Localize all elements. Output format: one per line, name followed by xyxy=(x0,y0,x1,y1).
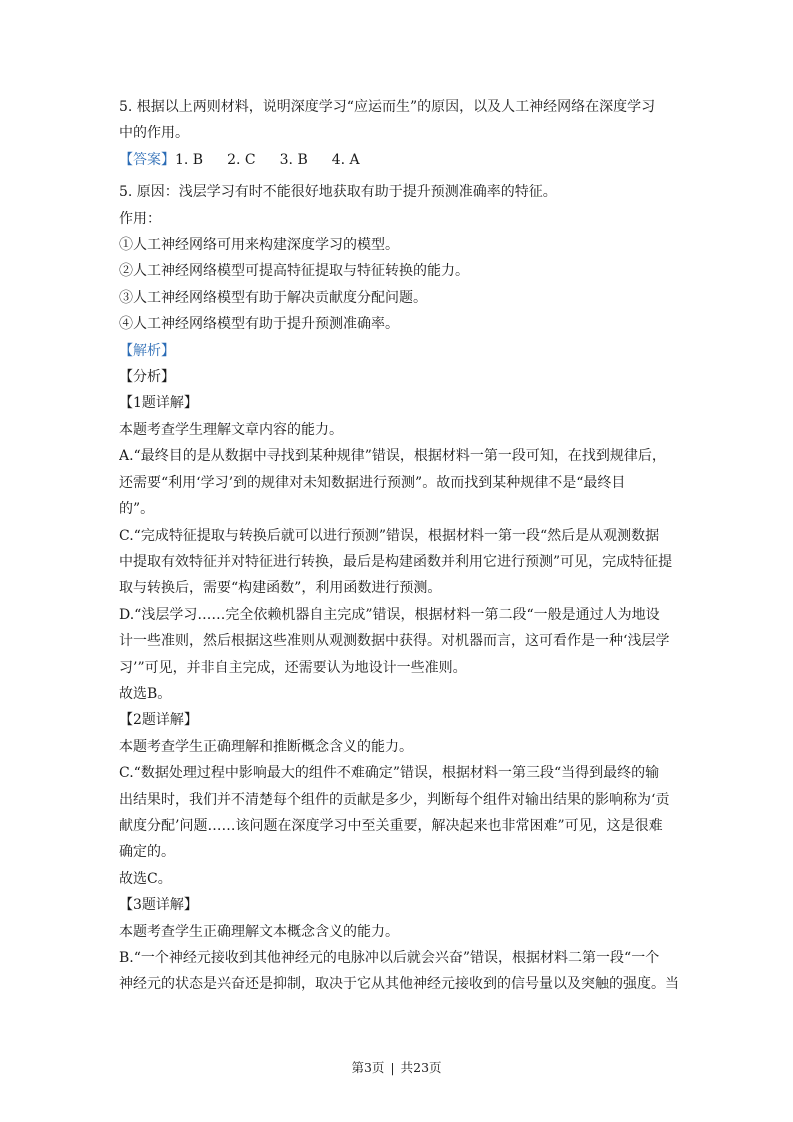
analysis-line: 取与转换后，需要“构建函数”，利用函数进行预测。 xyxy=(119,580,442,597)
answer-5 xyxy=(119,179,679,337)
analysis-line: 【3题详解】 xyxy=(119,897,198,914)
analysis-line: A.“最终目的是从数据中寻找到某种规律”错误，根据材料一第一段可知，在找到规律后， xyxy=(119,448,666,465)
answer-item: 1. B xyxy=(175,151,204,168)
analysis xyxy=(119,364,679,998)
analysis-line: 计一些准则，然后根据这些准则从观测数据中获得。对机器而言，这可看作是一种‘浅层学 xyxy=(119,633,670,650)
answer-5-line: ①人工神经网络可用来构建深度学习的模型。 xyxy=(119,237,399,254)
analysis-label: 【解析】 xyxy=(119,342,175,359)
question-5-line: 中的作用。 xyxy=(119,125,189,142)
analysis-line: 神经元的状态是兴奋还是抑制，取决于它从其他神经元接收到的信号量以及突触的强度。当 xyxy=(119,976,679,993)
page-number: 第3页 xyxy=(351,1060,385,1075)
analysis-line: 献度分配’问题……该问题在深度学习中至关重要，解决起来也非常困难”可见，这是很难 xyxy=(119,817,663,834)
answer-5-line: ④人工神经网络模型有助于提升预测准确率。 xyxy=(119,316,399,333)
answer-5-line: ②人工神经网络模型可提高特征提取与特征转换的能力。 xyxy=(119,263,469,280)
page-total: 共23页 xyxy=(400,1060,442,1075)
answer-item: 4. A xyxy=(331,151,360,168)
analysis-line: 确定的。 xyxy=(119,844,175,861)
analysis-line: 中提取有效特征并对特征进行转换，最后是构建函数并利用它进行预测”可见，完成特征提 xyxy=(119,553,673,570)
analysis-line: 本题考查学生理解文章内容的能力。 xyxy=(119,421,343,438)
question-5-line: 5. 根据以上两则材料，说明深度学习“应运而生”的原因，以及人工神经网络在深度学习 xyxy=(119,99,656,115)
analysis-line: D.“浅层学习……完全依赖机器自主完成”错误，根据材料一第二段“一般是通过人为地设 xyxy=(119,606,660,623)
analysis-line: 【分析】 xyxy=(119,369,175,386)
answer-5-line: 作用： xyxy=(119,210,161,227)
analysis-line: 出结果时，我们并不清楚每个组件的贡献是多少，判断每个组件对输出结果的影响称为‘贡 xyxy=(119,791,670,808)
answer-5-line: ③人工神经网络模型有助于解决贡献度分配问题。 xyxy=(119,289,427,306)
analysis-line: 故选C。 xyxy=(119,870,172,887)
page-footer xyxy=(0,1058,793,1076)
page-content xyxy=(119,94,679,998)
answer-label: 【答案】 xyxy=(119,151,175,168)
footer-separator: | xyxy=(390,1060,395,1075)
analysis-line: 本题考查学生正确理解和推断概念含义的能力。 xyxy=(119,738,413,755)
analysis-line: C.“完成特征提取与转换后就可以进行预测”错误，根据材料一第一段“然后是从观测数据 xyxy=(119,527,660,544)
analysis-line: 故选B。 xyxy=(119,685,172,702)
analysis-line: C.“数据处理过程中影响最大的组件不难确定”错误，根据材料一第三段“当得到最终的输 xyxy=(119,765,660,782)
analysis-line: 习’”可见，并非自主完成，还需要认为地设计一些准则。 xyxy=(119,659,467,676)
analysis-line: 本题考查学生正确理解文本概念含义的能力。 xyxy=(119,923,399,940)
analysis-line: 【1题详解】 xyxy=(119,395,198,412)
answer-item: 2. C xyxy=(227,151,256,168)
answer-item: 3. B xyxy=(279,151,308,168)
answer-row xyxy=(119,147,679,173)
analysis-line: 【2题详解】 xyxy=(119,712,198,729)
analysis-line: B.“一个神经元接收到其他神经元的电脉冲以后就会兴奋”错误，根据材料二第一段“一个 xyxy=(119,950,660,966)
analysis-line: 的”。 xyxy=(119,501,155,518)
analysis-line: 还需要“利用‘学习’到的规律对未知数据进行预测”。故而找到某种规律不是“最终目 xyxy=(119,474,626,491)
answer-5-line: 5. 原因：浅层学习有时不能很好地获取有助于提升预测准确率的特征。 xyxy=(119,184,557,201)
question-5 xyxy=(119,94,679,147)
